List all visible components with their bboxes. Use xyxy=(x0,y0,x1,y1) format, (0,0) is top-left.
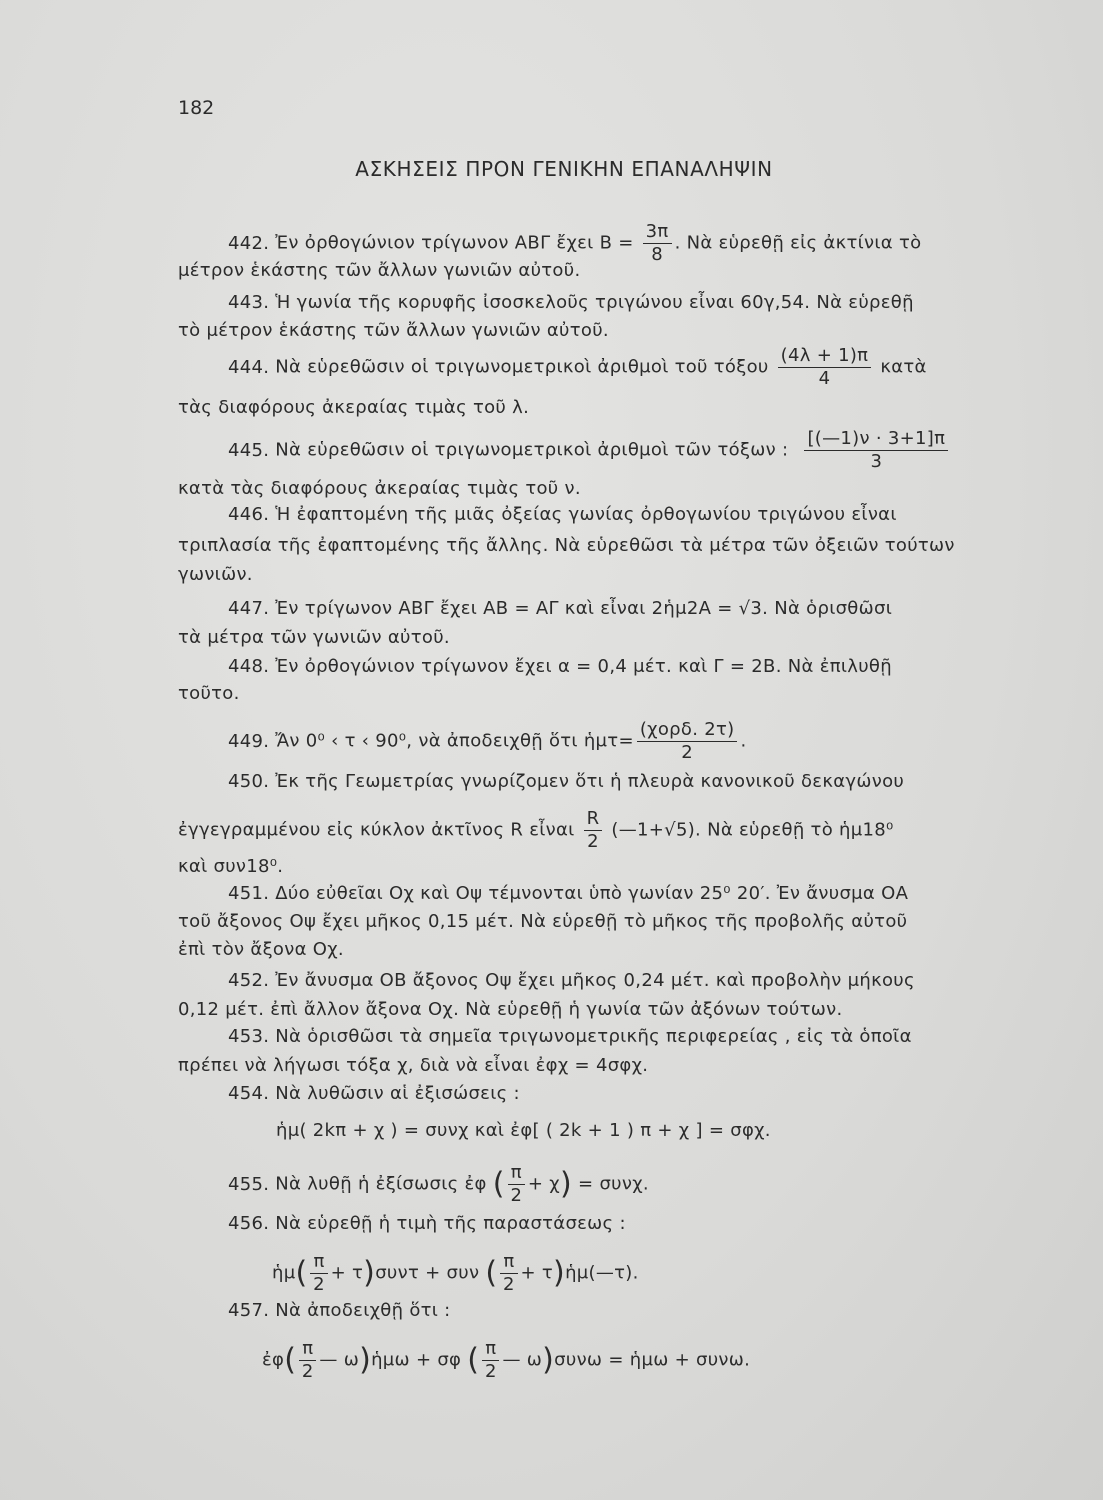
exercise-450-line1: 450. Ἐκ τῆς Γεωμετρίας γνωρίζομεν ὅτι ἡ πλευρὰ κανονικοῦ δεκαγώνου xyxy=(228,771,905,792)
exercise-442-line2: μέτρον ἑκάστης τῶν ἄλλων γωνιῶν αὐτοῦ. xyxy=(178,260,581,281)
fraction: $\frac{R}{2}$ xyxy=(584,808,603,853)
exercise-447-line2: τὰ μέτρα τῶν γωνιῶν αὐτοῦ. xyxy=(178,627,450,648)
exercise-453-line2: πρέπει νὰ λήγωσι τόξα χ, διὰ νὰ εἶναι ἐφχ = 4σφχ. xyxy=(178,1055,649,1076)
exercise-449-line1: 449. Ἄν 0⁰ ‹ τ ‹ 90⁰, νὰ ἀποδειχθῇ ὅτι ἡμτ= $\frac{\text{(χορδ. 2τ)}}{2}$ . xyxy=(228,719,747,763)
exercise-448-line2: τοῦτο. xyxy=(178,683,240,704)
fraction: $\frac{\text{(χορδ. 2τ)}}{2}$ xyxy=(637,719,738,764)
exercise-453-line1: 453. Νὰ ὁρισθῶσι τὰ σημεῖα τριγωνομετρικῆς περιφερείας , εἰς τὰ ὁποῖα xyxy=(228,1026,912,1047)
exercise-446-line2: τριπλασία τῆς ἐφαπτομένης τῆς ἄλλης. Νὰ εὑρεθῶσι τὰ μέτρα τῶν ὀξειῶν τούτων xyxy=(178,535,955,556)
exercise-457-line1: 457. Νὰ ἀποδειχθῇ ὅτι : xyxy=(228,1300,451,1321)
fraction: $\frac{\pi}{2}$ xyxy=(299,1338,316,1383)
exercise-445-line2: κατὰ τὰς διαφόρους ἀκεραίας τιμὰς τοῦ ν. xyxy=(178,478,581,499)
exercise-446-line3: γωνιῶν. xyxy=(178,564,253,585)
exercise-454-formula: ἡμ( 2kπ + χ ) = συνχ καὶ ἐφ[ ( 2k + 1 ) π + χ ] = σφχ. xyxy=(276,1120,771,1141)
page-number: 182 xyxy=(178,97,215,119)
exercise-447-line1: 447. Ἐν τρίγωνον ΑΒΓ ἔχει ΑΒ = ΑΓ καὶ εἶναι 2ἡμ2Α = √3. Νὰ ὁρισθῶσι xyxy=(228,598,893,619)
fraction: $\frac{(4\lambda + 1)\pi}{4}$ xyxy=(778,345,872,390)
exercise-446-line1: 446. Ἡ ἐφαπτομένη τῆς μιᾶς ὀξείας γωνίας ὀρθογωνίου τριγώνου εἶναι xyxy=(228,504,897,525)
exercise-443-line2: τὸ μέτρον ἑκάστης τῶν ἄλλων γωνιῶν αὐτοῦ. xyxy=(178,320,609,341)
fraction: $\frac{\pi}{2}$ xyxy=(500,1251,517,1296)
exercise-454-line1: 454. Νὰ λυθῶσιν αἱ ἐξισώσεις : xyxy=(228,1083,520,1104)
exercise-452-line2: 0,12 μέτ. ἐπὶ ἄλλον ἄξονα Οχ. Νὰ εὑρεθῇ ἡ γωνία τῶν ἀξόνων τούτων. xyxy=(178,999,843,1020)
exercise-444-line2: τὰς διαφόρους ἀκεραίας τιμὰς τοῦ λ. xyxy=(178,397,530,418)
exercise-444-line1: 444. Νὰ εὑρεθῶσιν οἱ τριγωνομετρικοὶ ἀριθμοὶ τοῦ τόξου $\frac{(4\lambda + 1)\pi}{4}$ κατὰ xyxy=(228,345,927,389)
exercise-450-line2: ἐγγεγραμμένου εἰς κύκλον ἀκτῖνος R εἶναι $\frac{R}{2}$ (—1+√5). Νὰ εὑρεθῇ τὸ ἡμ18⁰ xyxy=(178,808,894,852)
page-heading: ΑΣΚΗΣΕΙΣ ΠΡΟΝ ΓΕΝΙΚΗΝ ΕΠΑΝΑΛΗΨΙΝ xyxy=(355,157,773,181)
exercise-456-formula: ἡμ( $\frac{\pi}{2}$ + τ)συντ + συν ( $\frac{\pi}{2}$ + τ)ἡμ(—τ). xyxy=(272,1251,639,1295)
exercise-452-line1: 452. Ἐν ἄνυσμα ΟΒ ἄξονος Οψ ἔχει μῆκος 0,24 μέτ. καὶ προβολὴν μήκους xyxy=(228,970,915,991)
exercise-457-formula: ἐφ( $\frac{\pi}{2}$ — ω)ἡμω + σφ ( $\frac{\pi}{2}$ — ω)συνω = ἡμω + συνω. xyxy=(262,1338,751,1382)
fraction: $\frac{[(—1)\nu \cdot 3+1]\pi}{3}$ xyxy=(804,428,948,473)
exercise-451-line1: 451. Δύο εὐθεῖαι Οχ καὶ Οψ τέμνονται ὑπὸ γωνίαν 25⁰ 20′. Ἐν ἄνυσμα ΟΑ xyxy=(228,883,909,904)
exercise-448-line1: 448. Ἐν ὀρθογώνιον τρίγωνον ἔχει α = 0,4 μέτ. καὶ Γ = 2Β. Νὰ ἐπιλυθῇ xyxy=(228,656,892,677)
exercise-450-line3: καὶ συν18⁰. xyxy=(178,856,284,877)
exercise-451-line3: ἐπὶ τὸν ἄξονα Οχ. xyxy=(178,939,344,960)
fraction: $\frac{\pi}{2}$ xyxy=(482,1338,499,1383)
exercise-443-line1: 443. Ἡ γωνία τῆς κορυφῆς ἰσοσκελοῦς τριγώνου εἶναι 60γ,54. Νὰ εὑρεθῇ xyxy=(228,292,914,313)
fraction: $\frac{\pi}{2}$ xyxy=(508,1162,525,1207)
exercise-451-line2: τοῦ ἄξονος Οψ ἔχει μῆκος 0,15 μέτ. Νὰ εὑρεθῇ τὸ μῆκος τῆς προβολῆς αὐτοῦ xyxy=(178,911,908,932)
fraction: $\frac{\pi}{2}$ xyxy=(310,1251,327,1296)
exercise-445-line1: 445. Νὰ εὑρεθῶσιν οἱ τριγωνομετρικοὶ ἀριθμοὶ τῶν τόξων : $\frac{[(—1)\nu \cdot 3+1]\pi}{3}$ xyxy=(228,428,951,473)
exercise-442-line1: 442. Ἐν ὀρθογώνιον τρίγωνον ΑΒΓ ἔχει Β = $\frac{3\pi}{8}$ . Νὰ εὑρεθῇ εἰς ἀκτίνια τὸ xyxy=(228,221,922,265)
exercise-456-line1: 456. Νὰ εὑρεθῇ ἡ τιμὴ τῆς παραστάσεως : xyxy=(228,1213,626,1234)
exercise-455-line1: 455. Νὰ λυθῇ ἡ ἐξίσωσις ἐφ ( $\frac{\pi}{2}$ + χ) = συνχ. xyxy=(228,1162,649,1206)
fraction: $\frac{3\pi}{8}$ xyxy=(643,221,672,266)
